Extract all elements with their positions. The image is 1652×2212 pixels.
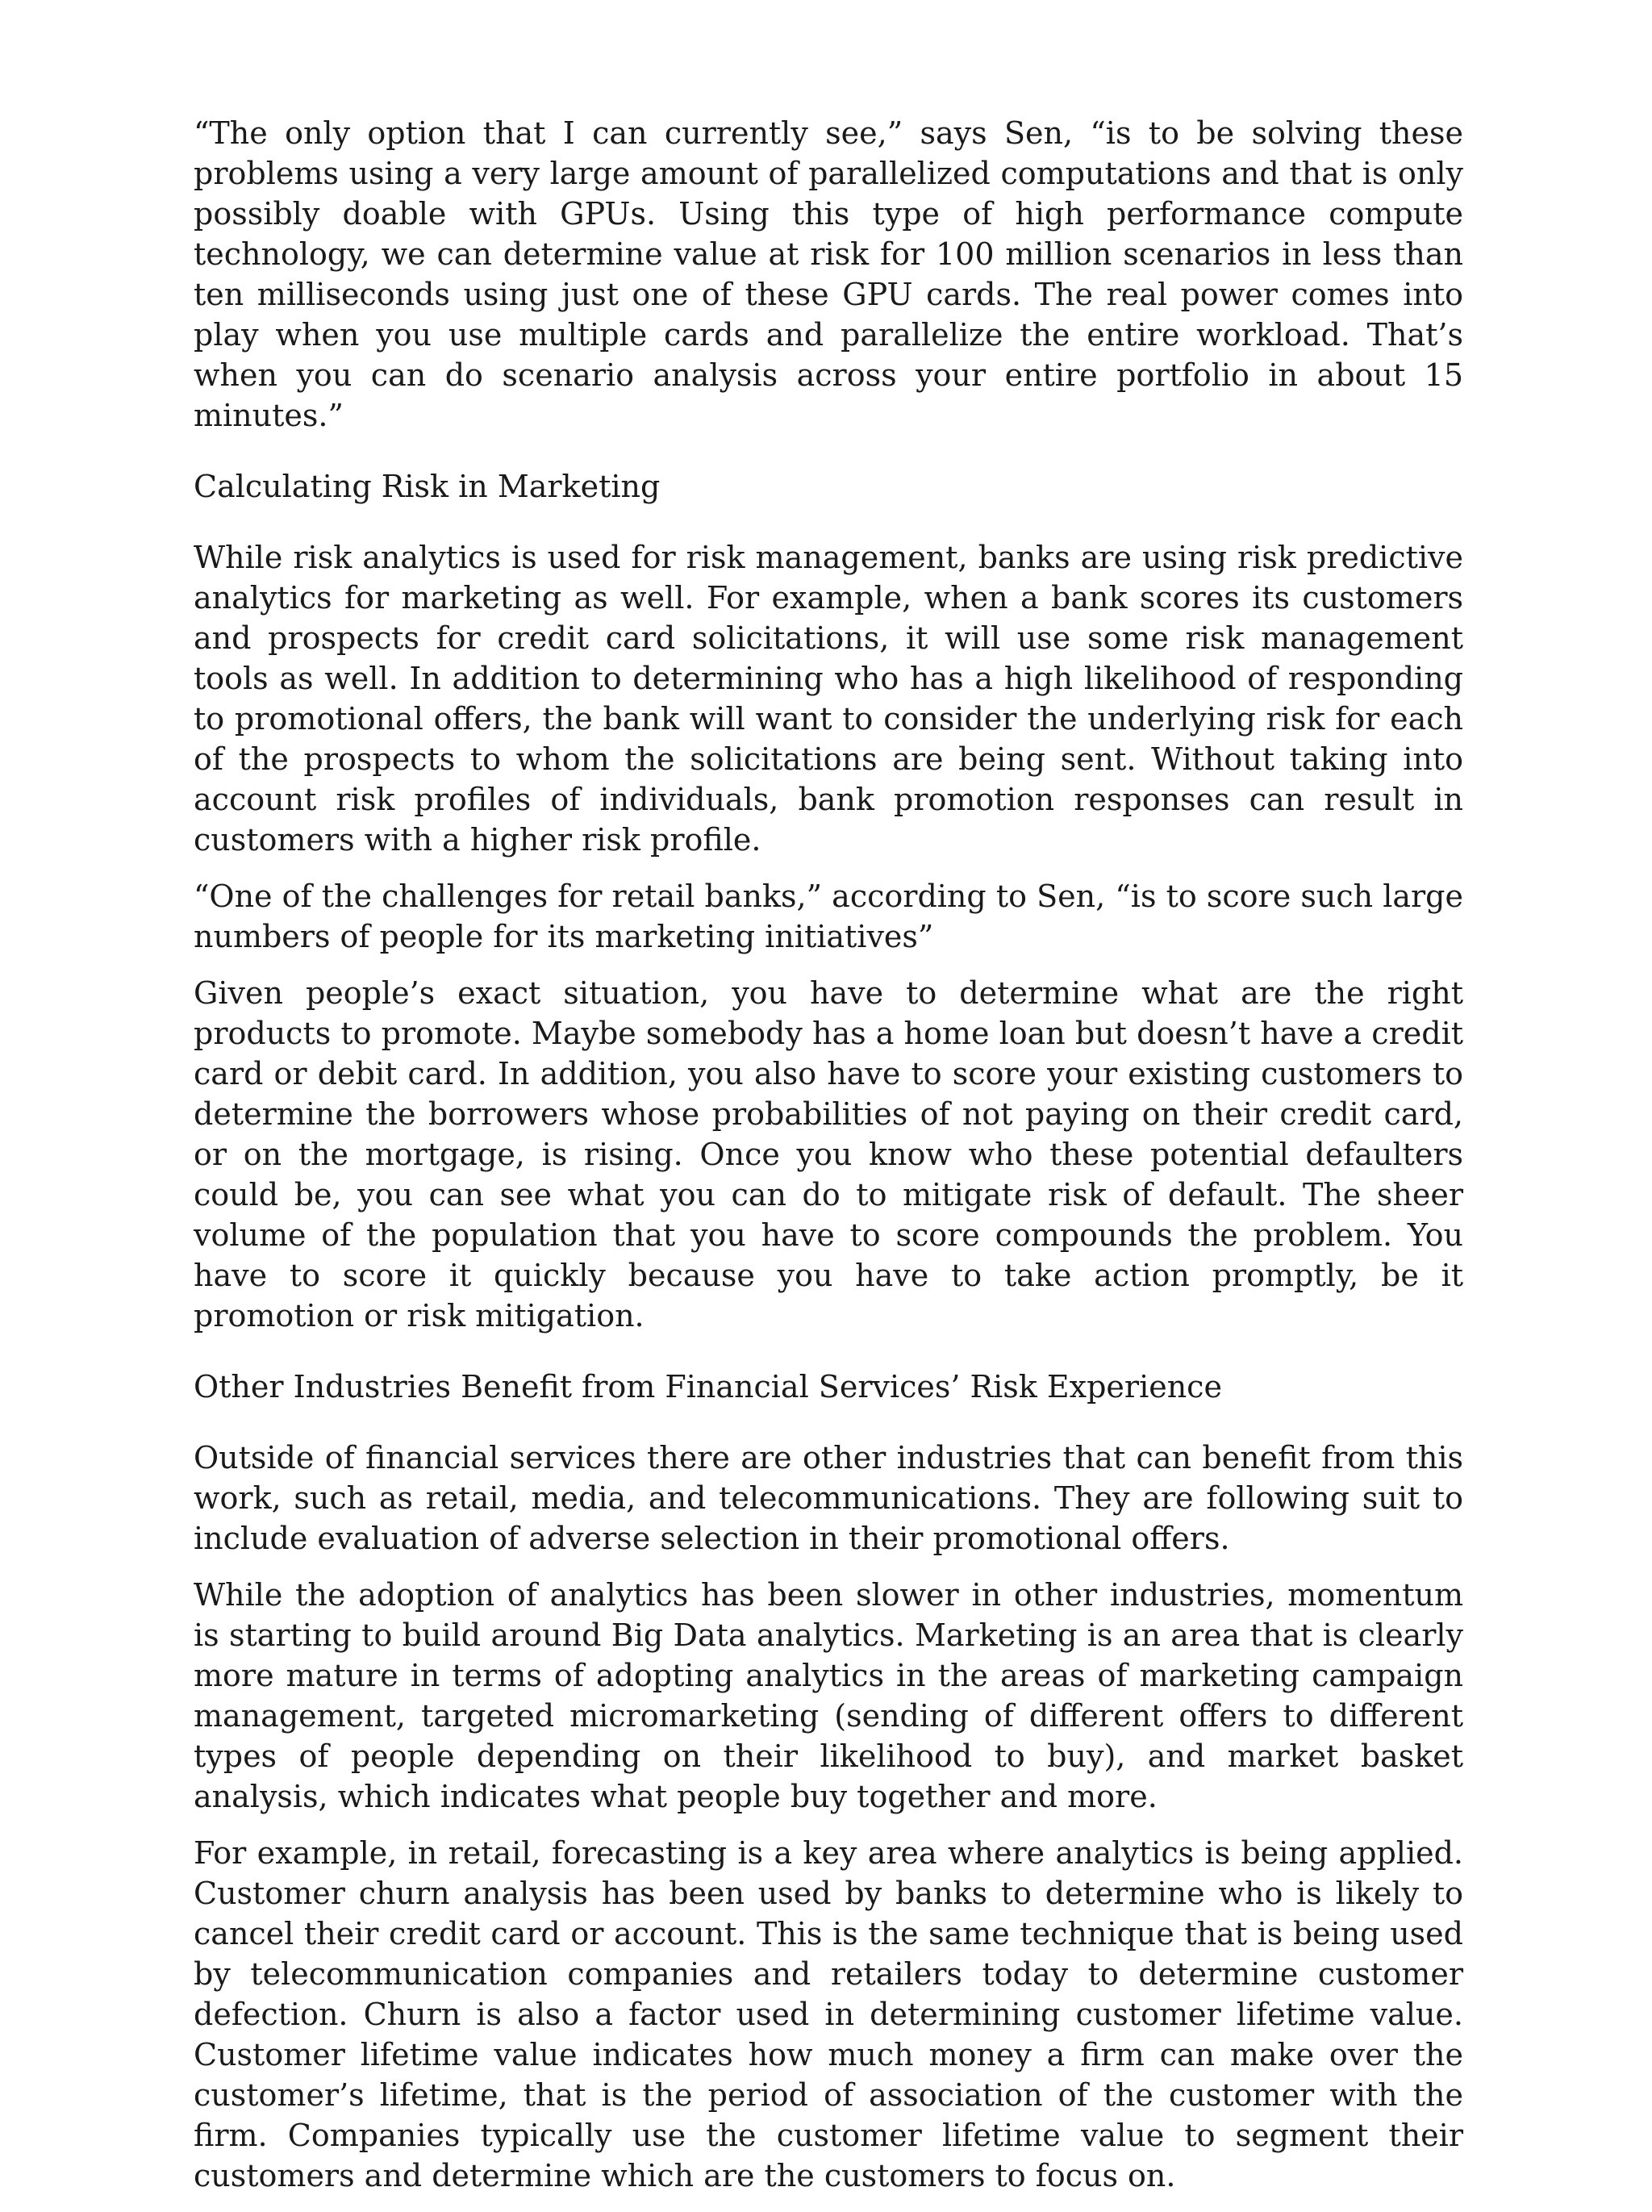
paragraph-other-industries: Outside of financial services there are other industries that can benefit from this work, such as retail, media, and telecommunications. They are following suit to include evaluation of adverse selection in their promotional offers.	[194, 1440, 1463, 1556]
paragraph-retail-forecasting-churn: For example, in retail, forecasting is a key area where analytics is being applied. Customer churn analysis has been used by banks to determine who is likely to cancel their credit card or account. This is the same technique that is being used by telecommunication companies and retailers today to determine customer defection. Churn is also a factor used in determining customer lifetime value. Customer lifetime value indicates how much money a firm can make over the customer’s lifetime, that is the period of association of the customer with the firm. Companies typically use the customer lifetime value to segment their customers and determine which are the customers to focus on.	[194, 1835, 1463, 2193]
paragraph-adoption-of-analytics: While the adoption of analytics has been slower in other industries, momentum is starting to build around Big Data analytics. Marketing is an area that is clearly more mature in terms of adopting analytics in the areas of marketing campaign management, targeted micromarketing (sending of different offers to different types of people depending on their likelihood to buy), and market basket analysis, which indicates what people buy together and more.	[194, 1577, 1463, 1814]
paragraph-scoring-customers: Given people’s exact situation, you have to determine what are the right products to promote. Maybe somebody has a home loan but doesn’t have a credit card or debit card. In addition, you also have to score your existing customers to determine the borrowers whose probabilities of not paying on their credit card, or on the mortgage, is rising. Once you know who these potential defaulters could be, you can see what you can do to mitigate risk of default. The sheer volume of the population that you have to score compounds the problem. You have to score it quickly because you have to take action promptly, be it promotion or risk mitigation.	[194, 975, 1463, 1333]
section-heading-other-industries: Other Industries Benefit from Financial Services’ Risk Experience	[194, 1369, 1222, 1404]
paragraph-risk-analytics-marketing: While risk analytics is used for risk management, banks are using risk predictive analytics for marketing as well. For example, when a bank scores its customers and prospects for credit card solicitations, it will use some risk management tools as well. In addition to determining who has a high likelihood of responding to promotional offers, the bank will want to consider the underlying risk for each of the prospects to whom the solicitations are being sent. Without taking into account risk profiles of individuals, bank promotion responses can result in customers with a higher risk profile.	[194, 540, 1463, 858]
paragraph-sen-retail-banks-quote: “One of the challenges for retail banks,” according to Sen, “is to score such large numbers of people for its marketing initiatives”	[194, 879, 1463, 954]
paragraph-sen-gpu-quote: “The only option that I can currently see,” says Sen, “is to be solving these problems using a very large amount of parallelized computations and that is only possibly doable with GPUs. Using this type of high performance compute technology, we can determine value at risk for 100 million scenarios in less than ten milliseconds using just one of these GPU cards. The real power comes into play when you use multiple cards and parallelize the entire workload. That’s when you can do scenario analysis across your entire portfolio in about 15 minutes.”	[194, 115, 1463, 433]
section-heading-calculating-risk-in-marketing: Calculating Risk in Marketing	[194, 469, 661, 504]
document-page	[194, 113, 1463, 2212]
